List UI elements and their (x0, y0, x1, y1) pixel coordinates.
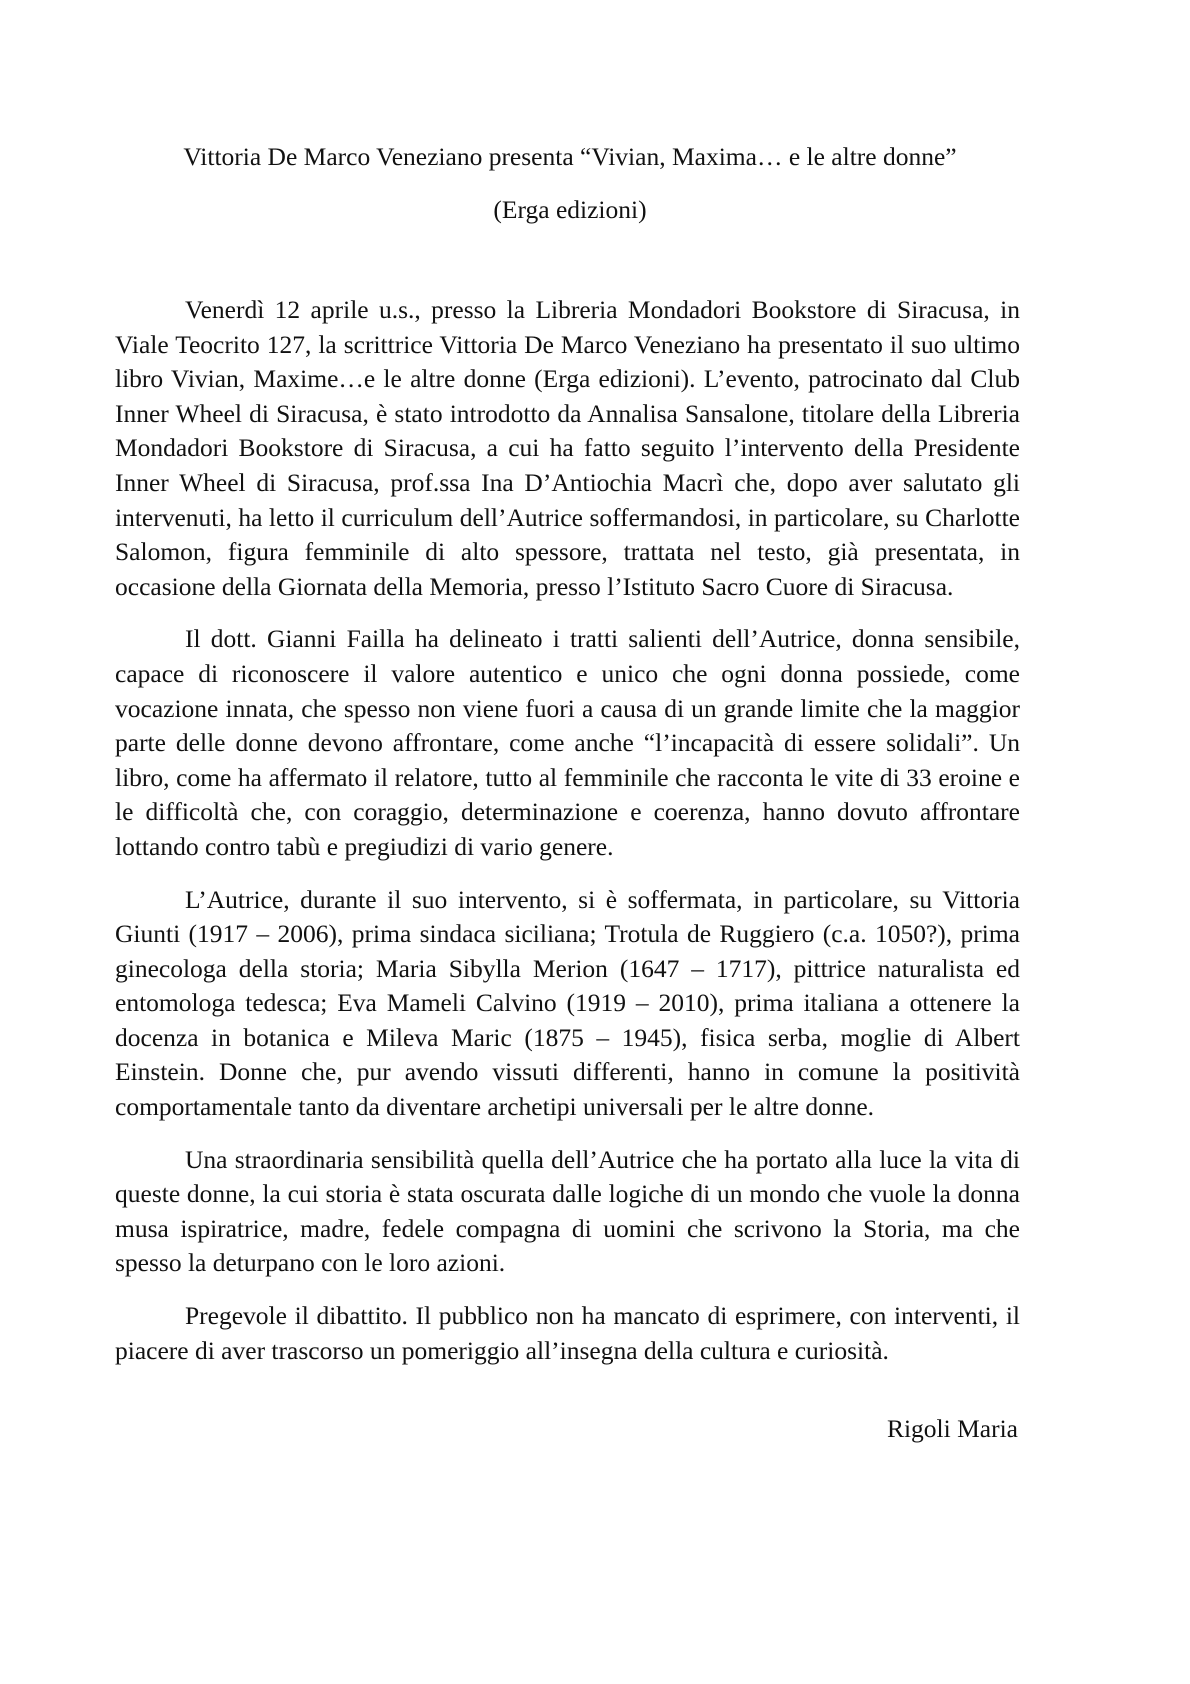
document-subtitle: (Erga edizioni) (493, 195, 647, 224)
document-title: Vittoria De Marco Veneziano presenta “Vivian, Maxima… e le altre donne” (183, 142, 957, 171)
paragraph: L’Autrice, durante il suo intervento, si è soffermata, in particolare, su Vittoria Giunti (1917 – 2006), prima sindaca siciliana; Trotula de Ruggiero (c.a. 1050?), prima ginecologa della storia; Maria Sibylla Merion (1647 – 1717), pittrice naturalista ed entomologa tedesca; Eva Mameli Calvino (1919 – 2010), prima italiana a ottenere la docenza in botanica e Mileva Maric (1875 – 1945), fisica serba, moglie di Albert Einstein. Donne che, pur avendo vissuti differenti, hanno in comune la positività comportamentale tanto da diventare archetipi universali per le altre donne. (115, 884, 1020, 1122)
paragraph: Pregevole il dibattito. Il pubblico non ha mancato di esprimere, con interventi, il piacere di aver trascorso un pomeriggio all’insegna della cultura e curiosità. (115, 1301, 1020, 1365)
paragraph: Una straordinaria sensibilità quella dell’Autrice che ha portato alla luce la vita di queste donne, la cui storia è stata oscurata dalle logiche di un mondo che vuole la donna musa ispiratrice, madre, fedele compagna di uomini che scrivono la Storia, ma che spesso la deturpano con le loro azioni. (115, 1144, 1020, 1278)
paragraph: Il dott. Gianni Failla ha delineato i tratti salienti dell’Autrice, donna sensibile, capace di riconoscere il valore autentico e unico che ogni donna possiede, come vocazione innata, che spesso non viene fuori a causa di un grande limite che la maggior parte delle donne devono affrontare, come anche “l’incapacità di essere solidali”. Un libro, come ha affermato il relatore, tutto al femminile che racconta le vite di 33 eroine e le difficoltà che, con coraggio, determinazione e coerenza, hanno dovuto affrontare lottando contro tabù e pregiudizi di vario genere. (115, 624, 1020, 861)
author-signature: Rigoli Maria (886, 1414, 1018, 1443)
paragraph: Venerdì 12 aprile u.s., presso la Libreria Mondadori Bookstore di Siracusa, in Viale Teocrito 127, la scrittrice Vittoria De Marco Veneziano ha presentato il suo ultimo libro Vivian, Maxime…e le altre donne (Erga edizioni). L’evento, patrocinato dal Club Inner Wheel di Siracusa, è stato introdotto da Annalisa Sansalone, titolare della Libreria Mondadori Bookstore di Siracusa, a cui ha fatto seguito l’intervento della Presidente Inner Wheel di Siracusa, prof.ssa Ina D’Antiochia Macrì che, dopo aver salutato gli intervenuti, ha letto il curriculum dell’Autrice soffermandosi, in particolare, su Charlotte Salomon, figura femminile di alto spessore, trattata nel testo, già presentata, in occasione della Giornata della Memoria, presso l’Istituto Sacro Cuore di Siracusa. (115, 295, 1020, 601)
article-body (115, 293, 1020, 1368)
